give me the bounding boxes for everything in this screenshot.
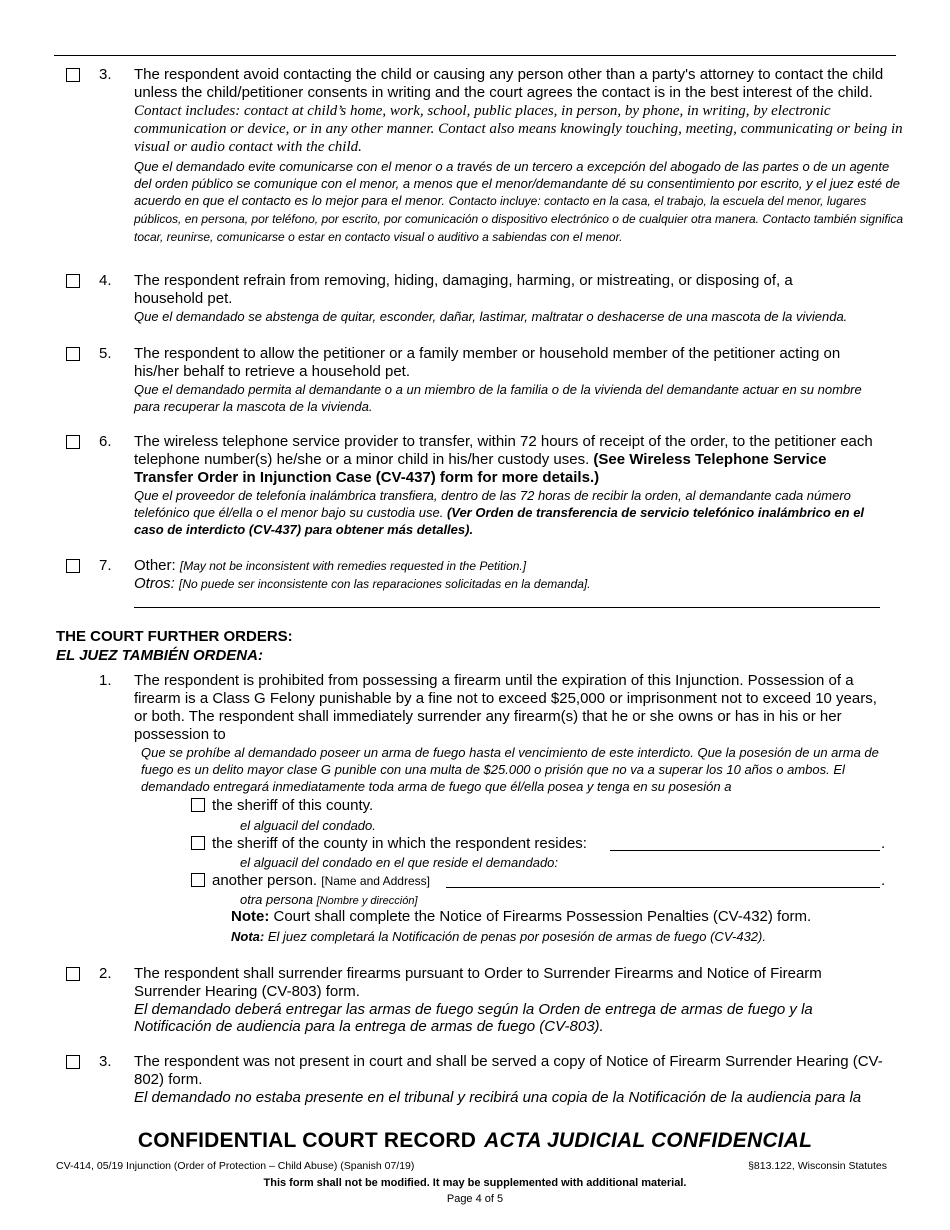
- item-6-checkbox[interactable]: [66, 435, 80, 449]
- sheriff-residence-county-checkbox[interactable]: [191, 836, 205, 850]
- item-5-checkbox[interactable]: [66, 347, 80, 361]
- other-label: Other:: [134, 557, 176, 574]
- form-id: CV-414, 05/19 Injunction (Order of Protection – Child Abuse) (Spanish 07/19): [56, 1160, 415, 1172]
- name-address-hint: [Name and Address]: [321, 874, 430, 888]
- item-number: 3.: [99, 1053, 112, 1070]
- item-number: 7.: [99, 557, 112, 574]
- option-label: the sheriff of the county in which the respondent resides:: [212, 835, 587, 852]
- further-orders-heading: THE COURT FURTHER ORDERS:: [56, 628, 293, 645]
- item-number: 1.: [99, 672, 112, 689]
- item-3-checkbox[interactable]: [66, 68, 80, 82]
- further-item-2-checkbox[interactable]: [66, 967, 80, 981]
- item-number: 3.: [99, 66, 112, 83]
- firearms-note: [231, 908, 811, 926]
- item-6-text-en: The wireless telephone service provider to transfer, within 72 hours of receipt of the order, to the petitioner each telephone number(s) he/she or a minor child in his/her custody uses.: [134, 433, 873, 468]
- item-number: 2.: [99, 965, 112, 982]
- confidential-title: [0, 1129, 950, 1153]
- other-input-line[interactable]: [134, 607, 880, 608]
- surrender-firearms-en: The respondent shall surrender firearms pursuant to Order to Surrender Firearms and Notice of Firearm Surrender Hearing (CV-803) form.: [134, 965, 822, 1000]
- item-6-text-es: Que el proveedor de telefonía inalámbrica transfiera, dentro de las 72 horas de recibir la orden, al demandante cada número telefónico que él/ella o el menor bajo su custodia use.: [134, 488, 851, 520]
- name-address-hint-es: [Nombre y dirección]: [316, 895, 418, 907]
- modification-notice: This form shall not be modified. It may be supplemented with additional material.: [263, 1177, 687, 1189]
- item-number: 4.: [99, 272, 112, 289]
- firearm-prohibition-es: Que se prohíbe al demandado poseer un arma de fuego hasta el vencimiento de este interdicto. Que la posesión de un arma de fuego es un delito mayor clase G punible con una multa de $25.000 o prisión que no va a superar los 10 años o ambos. El demandado entregará inmediatamente toda arma de fuego que él/ella posea y tenga en su posesión a: [141, 745, 879, 794]
- county-input-line[interactable]: [610, 850, 880, 851]
- item-7-checkbox[interactable]: [66, 559, 80, 573]
- item-5-text-en: The respondent to allow the petitioner or a family member or household member of the petitioner acting on his/her behalf to retrieve a household pet.: [134, 345, 841, 380]
- firearm-prohibition-en: The respondent is prohibited from possessing a firearm until the expiration of this Injunction. Possession of a firearm is a Class G Felony punishable by a fine not to exceed $25,000 or imprisonment not to exceed 10 years, or both. The respondent shall immediately surrender any firearm(s) that he or she owns or has in his or her possession to: [134, 672, 877, 743]
- item-4-checkbox[interactable]: [66, 274, 80, 288]
- another-person-checkbox[interactable]: [191, 873, 205, 887]
- option-label-es: el alguacil del condado en el que reside el demandado:: [240, 855, 559, 870]
- not-present-es: El demandado no estaba presente en el tribunal y recibirá una copia de la Notificación de la audiencia para la: [134, 1089, 862, 1106]
- item-4-text-en: The respondent refrain from removing, hiding, damaging, harming, or mistreating, or disposing of, a household pet.: [134, 272, 793, 307]
- firearms-note-es: [231, 928, 766, 945]
- option-label-es: otra persona: [240, 892, 313, 907]
- item-6-bold-es: (Ver Orden de transferencia de servicio telefónico inalámbrico en el caso de interdicto (CV-437) para obtener más detalles).: [134, 505, 865, 537]
- otros-label: Otros:: [134, 575, 175, 592]
- other-hint: [May not be inconsistent with remedies requested in the Petition.]: [179, 559, 527, 573]
- option-label: another person.: [212, 872, 318, 889]
- item-3-text-en: The respondent avoid contacting the child or causing any person other than a party's attorney to contact the child unless the child/petitioner consents in writing and the court agrees the contact is in the best interest of the child.: [134, 66, 884, 101]
- option-label-es: el alguacil del condado.: [240, 818, 376, 833]
- item-number: 6.: [99, 433, 112, 450]
- option-label: the sheriff of this county.: [212, 797, 374, 814]
- page-number: Page 4 of 5: [446, 1193, 504, 1205]
- otros-hint: [No puede ser inconsistente con las reparaciones solicitadas en la demanda].: [179, 577, 591, 591]
- item-3-text-es: Que el demandado evite comunicarse con el menor o a través de un tercero a excepción del abogado de las partes o de un agente del orden público se comunique con el menor, a menos que el menor/demandante dé su consentimiento por escrito, y el juez esté de acuerdo en que el contacto es lo mejor para el menor.: [134, 159, 901, 208]
- item-6-bold-en: (See Wireless Telephone Service Transfer Order in Injunction Case (CV-437) form for more details.): [134, 451, 827, 486]
- line-end-period: .: [881, 872, 886, 889]
- note-label-es: Nota:: [231, 929, 265, 944]
- note-text: Court shall complete the Notice of Firearms Possession Penalties (CV-432) form.: [273, 908, 812, 925]
- top-rule: [54, 55, 896, 56]
- sheriff-this-county-checkbox[interactable]: [191, 798, 205, 812]
- further-item-3-checkbox[interactable]: [66, 1055, 80, 1069]
- surrender-firearms-es: El demandado deberá entregar las armas de fuego según la Orden de entrega de armas de fuego y la Notificación de audiencia para la entrega de armas de fuego (CV-803).: [134, 1001, 813, 1035]
- statute: §813.122, Wisconsin Statutes: [748, 1160, 887, 1172]
- title-es: ACTA JUDICIAL CONFIDENCIAL: [484, 1129, 813, 1152]
- item-3-note-es: Contacto incluye: contacto en la casa, el trabajo, la escuela del menor, lugares públicos, en persona, por teléfono, por escrito, por comunicación o dispositivo electrónico o de cualquier otra manera. Contacto también significa tocar, reunirse, comunicarse o estar en contacto visual o auditivo a sabiendas con el menor.: [134, 194, 904, 244]
- item-5-text-es: Que el demandado permita al demandante o a un miembro de la familia o de la vivienda del demandante actuar en su nombre para recuperar la mascota de la vivienda.: [134, 382, 862, 414]
- item-number: 5.: [99, 345, 112, 362]
- item-3-note-en: Contact includes: contact at child’s home, work, school, public places, in person, by phone, in writing, by electronic communication or device, or in any other manner. Contact also means knowingly touching, meeting, communicating or being in visual or audio contact with the child.: [134, 103, 903, 155]
- not-present-en: The respondent was not present in court and shall be served a copy of Notice of Firearm Surrender Hearing (CV-802) form.: [134, 1053, 883, 1088]
- title-en: CONFIDENTIAL COURT RECORD: [137, 1129, 477, 1152]
- note-label: Note:: [231, 908, 270, 925]
- another-person-input-line[interactable]: [446, 887, 880, 888]
- further-orders-heading-es: EL JUEZ TAMBIÉN ORDENA:: [56, 647, 263, 664]
- item-4-text-es: Que el demandado se abstenga de quitar, esconder, dañar, lastimar, maltratar o deshacerse de una mascota de la vivienda.: [134, 309, 848, 324]
- note-text-es: El juez completará la Notificación de penas por posesión de armas de fuego (CV-432).: [267, 929, 766, 944]
- line-end-period: .: [881, 835, 886, 852]
